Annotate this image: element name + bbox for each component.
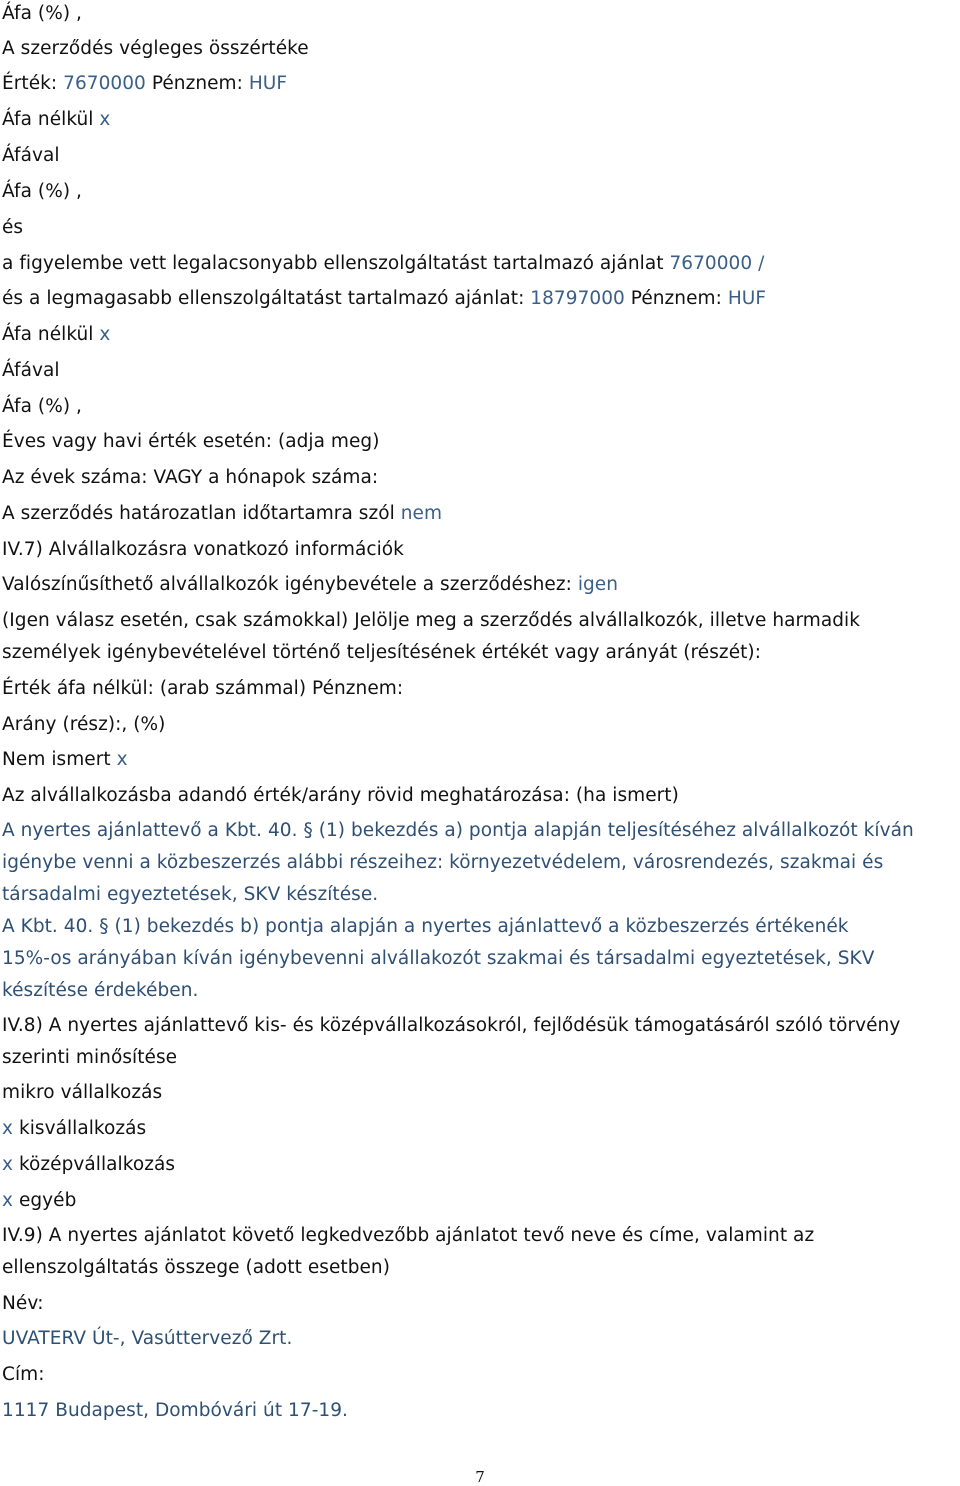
annual-value-line: Éves vagy havi érték esetén: (adja meg) — [2, 431, 380, 452]
page-number: 7 — [475, 1468, 485, 1486]
vat-pct-line-3: Áfa (%) , — [2, 396, 82, 417]
highest-offer-line: és a legmagasabb ellenszolgáltatást tartalmazó ajánlat: 18797000 Pénznem: HUF — [2, 288, 767, 309]
years-months-line: Az évek száma: VAGY a hónapok száma: — [2, 467, 379, 488]
subcontract-ratio-line: Arány (rész):, (%) — [2, 714, 166, 735]
with-vat-line: Áfával — [2, 145, 60, 166]
section-iv8-heading-line-1: IV.8) A nyertes ajánlattevő kis- és középvállalkozásokról, fejlődésük támogatásáról szóló törvény — [2, 1015, 901, 1036]
no-vat-mark: x — [99, 109, 111, 130]
runner-up-name: UVATERV Út-, Vasúttervező Zrt. — [2, 1328, 293, 1349]
yes-instruction-line-1: (Igen válasz esetén, csak számokkal) Jelölje meg a szerződés alvállalkozók, illetve harmadik — [2, 610, 861, 631]
subcontract-desc-line-2: igénybe venni a közbeszerzés alábbi részeihez: környezetvédelem, városrendezés, szakmai és — [2, 852, 884, 873]
and-line: és — [2, 217, 24, 238]
subcontractor-likely-line: Valószínűsíthető alvállalkozók igénybevétele a szerződéshez: igen — [2, 574, 619, 595]
subcontractor-likely-value: igen — [577, 574, 619, 595]
size-option-medium-mark: x — [2, 1154, 13, 1175]
size-option-small: x kisvállalkozás — [2, 1118, 147, 1139]
section-iv7-heading: IV.7) Alvállalkozásra vonatkozó információk — [2, 539, 404, 560]
section-iv9-heading-line-2: ellenszolgáltatás összege (adott esetben) — [2, 1257, 390, 1278]
final-value-line: Érték: 7670000 Pénznem: HUF — [2, 73, 288, 94]
name-label: Név: — [2, 1293, 44, 1314]
subcontract-desc-line-1: A nyertes ajánlattevő a Kbt. 40. § (1) bekezdés a) pontja alapján teljesítéséhez alvállalkozót kíván — [2, 820, 914, 841]
subcontract-desc-line-3: társadalmi egyeztetések, SKV készítése. — [2, 884, 379, 905]
section-iv9-heading-line-1: IV.9) A nyertes ajánlatot követő legkedvezőbb ajánlatot tevő neve és címe, valamint az — [2, 1225, 815, 1246]
runner-up-address: 1117 Budapest, Dombóvári út 17-19. — [2, 1400, 348, 1421]
final-total-heading: A szerződés végleges összértéke — [2, 38, 309, 59]
lowest-offer-value: 7670000 / — [669, 253, 765, 274]
size-option-small-mark: x — [2, 1118, 13, 1139]
no-vat-mark-2: x — [99, 324, 111, 345]
short-description-label: Az alvállalkozásba adandó érték/arány rövid meghatározása: (ha ismert) — [2, 785, 679, 806]
vat-pct-line-2: Áfa (%) , — [2, 181, 82, 202]
not-known-line: Nem ismert x — [2, 749, 128, 770]
address-label: Cím: — [2, 1364, 45, 1385]
indefinite-term-value: nem — [400, 503, 443, 524]
size-option-micro: mikro vállalkozás — [2, 1082, 163, 1103]
indefinite-term-line: A szerződés határozatlan időtartamra szól nem — [2, 503, 443, 524]
subcontract-desc-line-6: készítése érdekében. — [2, 980, 199, 1001]
with-vat-line-2: Áfával — [2, 360, 60, 381]
no-vat-line-2: Áfa nélkül x — [2, 324, 111, 345]
size-option-other-mark: x — [2, 1190, 13, 1211]
vat-pct-line: Áfa (%) , — [2, 3, 82, 24]
highest-offer-currency: HUF — [727, 288, 767, 309]
section-iv8-heading-line-2: szerinti minősítése — [2, 1047, 178, 1068]
final-currency: HUF — [248, 73, 288, 94]
no-vat-line: Áfa nélkül x — [2, 109, 111, 130]
not-known-mark: x — [116, 749, 128, 770]
final-value: 7670000 — [63, 73, 146, 94]
subcontract-value-line: Érték áfa nélkül: (arab számmal) Pénznem: — [2, 678, 404, 699]
size-option-other: x egyéb — [2, 1190, 77, 1211]
highest-offer-value: 18797000 — [530, 288, 625, 309]
lowest-offer-line: a figyelembe vett legalacsonyabb ellenszolgáltatást tartalmazó ajánlat 7670000 / — [2, 253, 765, 274]
subcontract-desc-line-5: 15%-os arányában kíván igénybevenni alvállakozót szakmai és társadalmi egyeztetések, SKV — [2, 948, 875, 969]
subcontract-desc-line-4: A Kbt. 40. § (1) bekezdés b) pontja alapján a nyertes ajánlattevő a közbeszerzés értékenék — [2, 916, 849, 937]
size-option-medium: x középvállalkozás — [2, 1154, 176, 1175]
yes-instruction-line-2: személyek igénybevételével történő teljesítésének értékét vagy arányát (részét): — [2, 642, 761, 663]
